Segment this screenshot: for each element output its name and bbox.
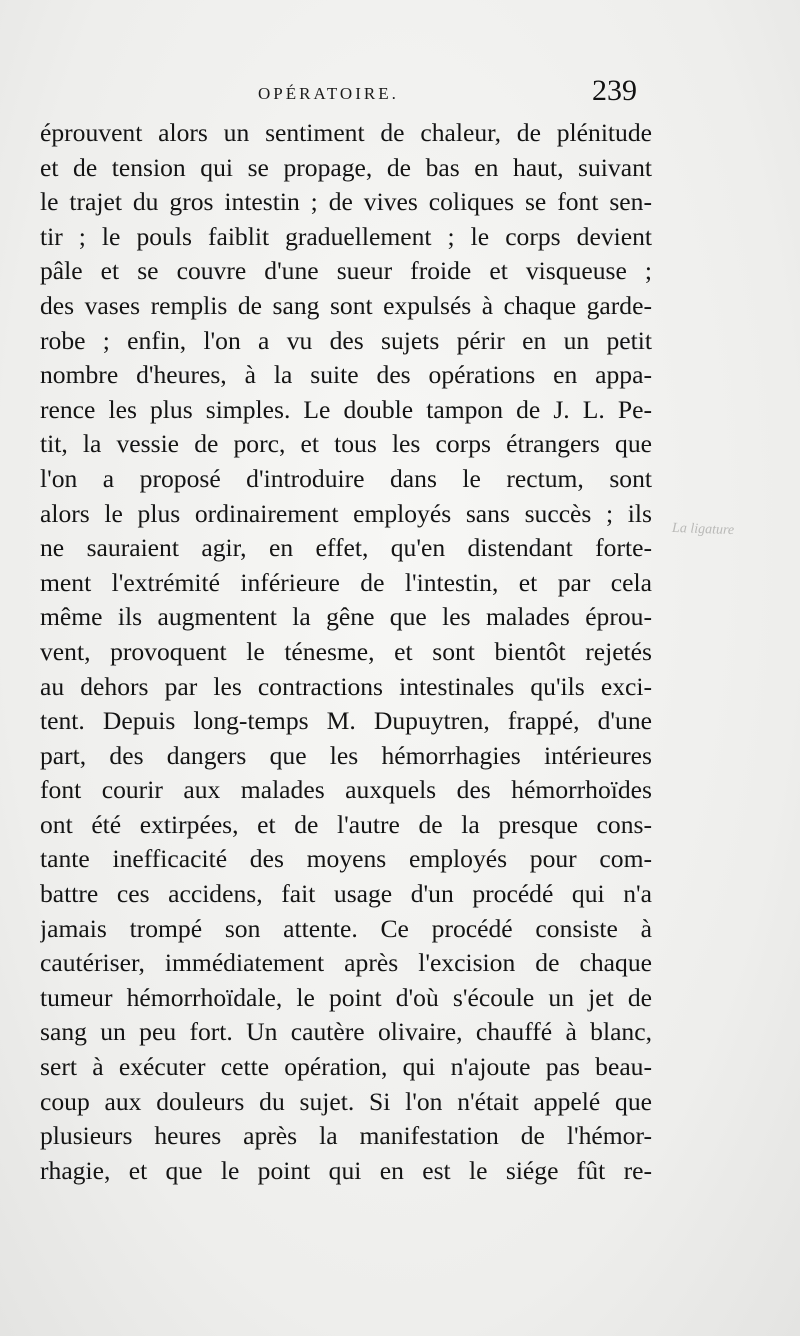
text-line: vent, provoquent le ténesme, et sont bientôt rejetés	[40, 636, 652, 666]
text-line: tumeur hémorrhoïdale, le point d'où s'écoule un jet de	[40, 982, 652, 1012]
text-line: tante inefficacité des moyens employés pour com-	[40, 844, 652, 874]
text-line: rence les plus simples. Le double tampon de J. L. Pe-	[40, 394, 652, 424]
body-text	[40, 116, 652, 1188]
text-line: sert à exécuter cette opération, qui n'ajoute pas beau-	[40, 1052, 652, 1082]
text-line: des vases remplis de sang sont expulsés à chaque garde-	[40, 290, 652, 320]
text-line: font courir aux malades auxquels des hémorrhoïdes	[40, 775, 652, 805]
text-line: plusieurs heures après la manifestation de l'hémor-	[40, 1121, 652, 1151]
text-line: le trajet du gros intestin ; de vives coliques se font sen-	[40, 187, 652, 217]
text-line: et de tension qui se propage, de bas en haut, suivant	[40, 152, 652, 182]
text-line: cautériser, immédiatement après l'excision de chaque	[40, 948, 652, 978]
text-line: robe ; enfin, l'on a vu des sujets périr en un petit	[40, 325, 652, 355]
text-line: tir ; le pouls faiblit graduellement ; le corps devient	[40, 221, 652, 251]
text-line: au dehors par les contractions intestinales qu'ils exci-	[40, 671, 652, 701]
text-line: tit, la vessie de porc, et tous les corps étrangers que	[40, 429, 652, 459]
text-line: nombre d'heures, à la suite des opérations en appa-	[40, 360, 652, 390]
text-line: pâle et se couvre d'une sueur froide et visqueuse ;	[40, 256, 652, 286]
margin-show-through-text: La ligature	[671, 520, 735, 539]
text-line: coup aux douleurs du sujet. Si l'on n'était appelé que	[40, 1086, 652, 1116]
text-line: jamais trompé son attente. Ce procédé consiste à	[40, 913, 652, 943]
text-line: tent. Depuis long-temps M. Dupuytren, frappé, d'une	[40, 706, 652, 736]
text-line: ne sauraient agir, en effet, qu'en distendant forte-	[40, 533, 652, 563]
text-line: ont été extirpées, et de l'autre de la presque cons-	[40, 809, 652, 839]
page-number: 239	[592, 74, 637, 107]
running-head: OPÉRATOIRE.	[258, 84, 399, 103]
text-line: l'on a proposé d'introduire dans le rectum, sont	[40, 463, 652, 493]
text-line: part, des dangers que les hémorrhagies intérieures	[40, 740, 652, 770]
text-line: battre ces accidens, fait usage d'un procédé qui n'a	[40, 879, 652, 909]
text-line: même ils augmentent la gêne que les malades éprou-	[40, 602, 652, 632]
text-line: rhagie, et que le point qui en est le siége fût re-	[40, 1155, 652, 1185]
text-line: éprouvent alors un sentiment de chaleur, de plénitude	[40, 118, 652, 147]
text-line: alors le plus ordinairement employés sans succès ; ils	[40, 498, 652, 528]
text-line: ment l'extrémité inférieure de l'intestin, et par cela	[40, 567, 652, 597]
text-line: sang un peu fort. Un cautère olivaire, chauffé à blanc,	[40, 1017, 652, 1047]
